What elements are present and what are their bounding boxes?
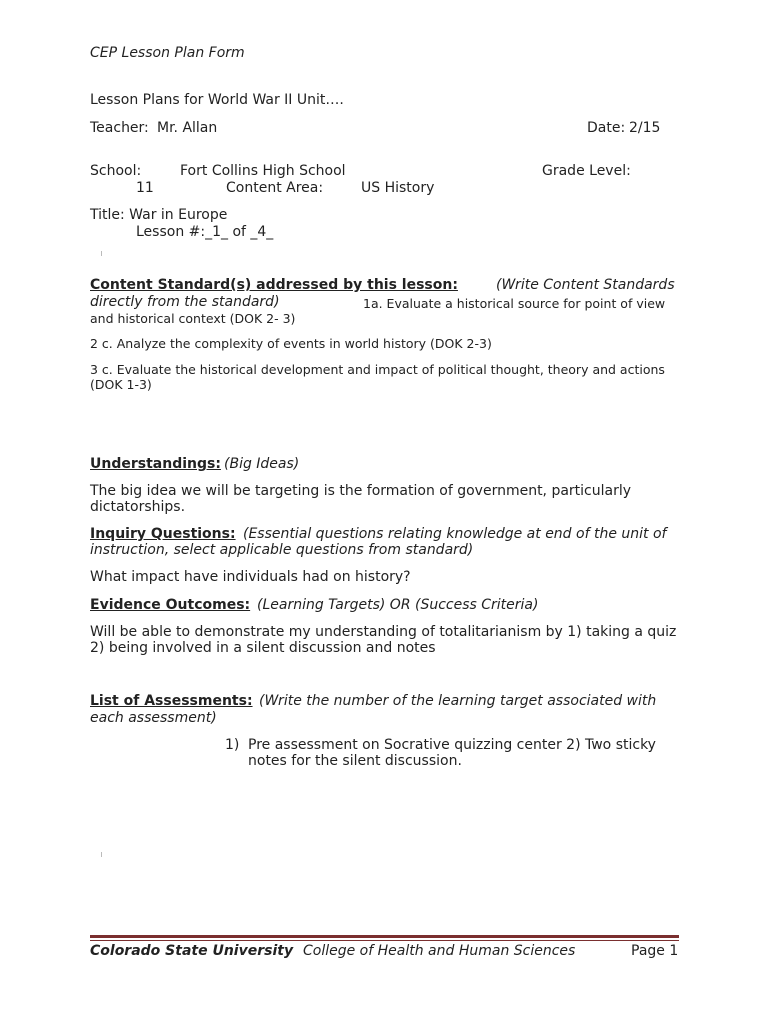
standard-1a-cont: and historical context (DOK 2- 3) <box>90 311 296 326</box>
inquiry-heading: Inquiry Questions: <box>90 526 236 542</box>
standards-instruction-cont: directly from the standard) <box>90 294 280 310</box>
content-area-value: US History <box>361 180 435 196</box>
date-label: Date: <box>587 120 626 136</box>
standard-2c: 2 c. Analyze the complexity of events in world history (DOK 2-3) <box>90 336 492 351</box>
footer-university: Colorado State University <box>90 943 294 959</box>
grade-value: 11 <box>136 180 154 196</box>
understandings-heading: Understandings: <box>90 456 221 472</box>
standards-instruction: (Write Content Standards <box>496 277 675 293</box>
evidence-note: (Learning Targets) OR (Success Criteria) <box>257 597 539 613</box>
content-area-label: Content Area: <box>226 180 324 196</box>
bookmark-mark <box>101 852 102 857</box>
teacher-label: Teacher: <box>90 120 149 136</box>
assessment-item-marker: 1) <box>225 737 240 753</box>
assessment-item-cont: notes for the silent discussion. <box>248 753 462 769</box>
date-value: 2/15 <box>629 120 661 136</box>
lesson-title: Title: War in Europe <box>90 207 228 223</box>
lesson-number: Lesson #:_1_ of _4_ <box>136 224 274 240</box>
assessments-note: (Write the number of the learning target associated with <box>259 693 657 709</box>
form-title: CEP Lesson Plan Form <box>90 45 245 61</box>
understandings-body: The big idea we will be targeting is the formation of government, particularly <box>90 483 632 499</box>
standard-3c-cont: (DOK 1-3) <box>90 377 152 392</box>
standard-1a: 1a. Evaluate a historical source for point of view <box>363 296 666 311</box>
footer-page-number: Page 1 <box>631 943 679 959</box>
bookmark-mark <box>101 251 102 256</box>
standards-heading: Content Standard(s) addressed by this lesson: <box>90 277 458 293</box>
teacher-name: Mr. Allan <box>157 120 218 136</box>
inquiry-body: What impact have individuals had on history? <box>90 569 411 585</box>
grade-label: Grade Level: <box>542 163 631 179</box>
evidence-body-cont: 2) being involved in a silent discussion and notes <box>90 640 436 656</box>
school-value: Fort Collins High School <box>180 163 346 179</box>
school-label: School: <box>90 163 142 179</box>
assessment-item: Pre assessment on Socrative quizzing center 2) Two sticky <box>248 737 656 753</box>
evidence-heading: Evidence Outcomes: <box>90 597 251 613</box>
evidence-body: Will be able to demonstrate my understanding of totalitarianism by 1) taking a quiz <box>90 624 677 640</box>
footer-rule-thick <box>90 935 679 938</box>
unit-line: Lesson Plans for World War II Unit…. <box>90 92 344 108</box>
assessments-note-cont: each assessment) <box>90 710 217 726</box>
inquiry-note-cont: instruction, select applicable questions from standard) <box>90 542 474 558</box>
assessments-heading: List of Assessments: <box>90 693 253 709</box>
inquiry-note: (Essential questions relating knowledge at end of the unit of <box>243 526 667 542</box>
standard-3c: 3 c. Evaluate the historical development and impact of political thought, theory and actions <box>90 362 665 377</box>
footer-rule-thin <box>90 940 679 941</box>
understandings-note: (Big Ideas) <box>224 456 300 472</box>
understandings-body-cont: dictatorships. <box>90 499 186 515</box>
footer-college: College of Health and Human Sciences <box>303 943 576 959</box>
